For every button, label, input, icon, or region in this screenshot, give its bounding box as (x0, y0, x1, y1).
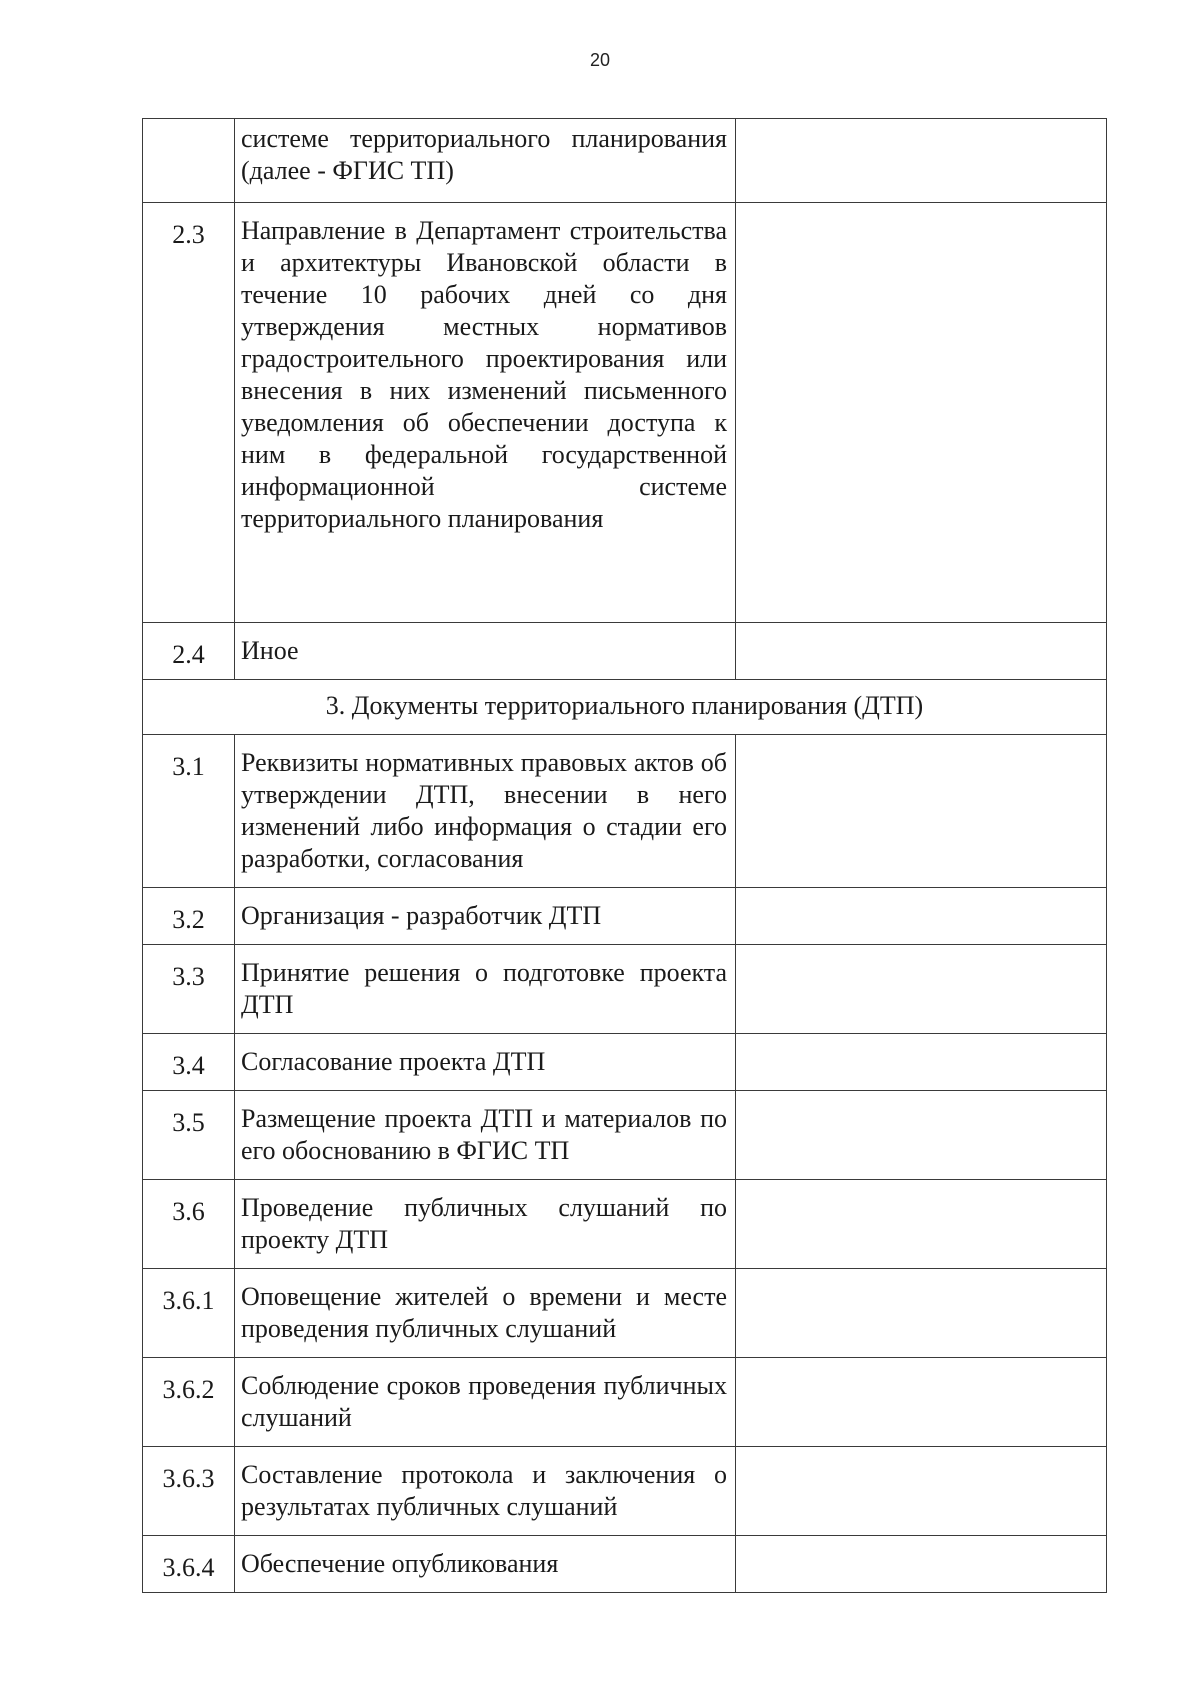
row-value-cell (736, 623, 1107, 680)
row-number-cell: 2.3 (143, 203, 235, 623)
row-text-cell: Проведение публичных слушаний по проекту ДТП (235, 1180, 736, 1269)
checklist-table (142, 118, 1107, 1593)
row-number-cell: 3.6.2 (143, 1358, 235, 1447)
table-row (143, 735, 1107, 888)
row-number-cell (143, 119, 235, 203)
row-value-cell (736, 1269, 1107, 1358)
row-value-cell (736, 945, 1107, 1034)
table-row (143, 1447, 1107, 1536)
row-value-cell (736, 1091, 1107, 1180)
section-heading-row (143, 680, 1107, 735)
row-text-cell: Согласование проекта ДТП (235, 1034, 736, 1091)
row-text-cell: Соблюдение сроков проведения публичных слушаний (235, 1358, 736, 1447)
row-number-cell: 3.6.1 (143, 1269, 235, 1358)
row-text-cell: Направление в Департамент строительства и архитектуры Ивановской области в течение 10 рабочих дней со дня утверждения местных нормативов градостроительного проектирования или внесения в них изменений письменного уведомления об обеспечении доступа к ним в федеральной государственной информационной системе территориального планирования (235, 203, 736, 623)
page-number: 20 (589, 50, 611, 70)
row-number-cell: 3.6.4 (143, 1536, 235, 1593)
row-number-cell: 3.3 (143, 945, 235, 1034)
row-text-cell: Обеспечение опубликования (235, 1536, 736, 1593)
row-text-cell: Размещение проекта ДТП и материалов по его обоснованию в ФГИС ТП (235, 1091, 736, 1180)
row-value-cell (736, 888, 1107, 945)
table-row (143, 888, 1107, 945)
row-text-cell: Иное (235, 623, 736, 680)
row-number-cell: 3.2 (143, 888, 235, 945)
table-row (143, 119, 1107, 203)
table-row (143, 1358, 1107, 1447)
table-row (143, 1180, 1107, 1269)
table-row (143, 623, 1107, 680)
row-value-cell (736, 735, 1107, 888)
table-row (143, 945, 1107, 1034)
row-text-cell: Реквизиты нормативных правовых актов об утверждении ДТП, внесении в него изменений либо информация о стадии его разработки, согласования (235, 735, 736, 888)
row-number-cell: 3.1 (143, 735, 235, 888)
row-text-cell: системе территориального планирования (далее - ФГИС ТП) (235, 119, 736, 203)
row-value-cell (736, 1447, 1107, 1536)
section-heading: 3. Документы территориального планирования (ДТП) (143, 680, 1107, 735)
row-number-cell: 3.5 (143, 1091, 235, 1180)
table-row (143, 1091, 1107, 1180)
row-number-cell: 3.6.3 (143, 1447, 235, 1536)
table-row (143, 203, 1107, 623)
row-value-cell (736, 1536, 1107, 1593)
row-value-cell (736, 203, 1107, 623)
row-value-cell (736, 1034, 1107, 1091)
table-row (143, 1536, 1107, 1593)
row-value-cell (736, 1358, 1107, 1447)
row-value-cell (736, 119, 1107, 203)
row-text-cell: Оповещение жителей о времени и месте проведения публичных слушаний (235, 1269, 736, 1358)
row-number-cell: 3.6 (143, 1180, 235, 1269)
row-text-cell: Организация - разработчик ДТП (235, 888, 736, 945)
row-number-cell: 3.4 (143, 1034, 235, 1091)
row-text-cell: Принятие решения о подготовке проекта ДТП (235, 945, 736, 1034)
row-value-cell (736, 1180, 1107, 1269)
row-number-cell: 2.4 (143, 623, 235, 680)
row-text-cell: Составление протокола и заключения о результатах публичных слушаний (235, 1447, 736, 1536)
table-row (143, 1034, 1107, 1091)
table-row (143, 1269, 1107, 1358)
